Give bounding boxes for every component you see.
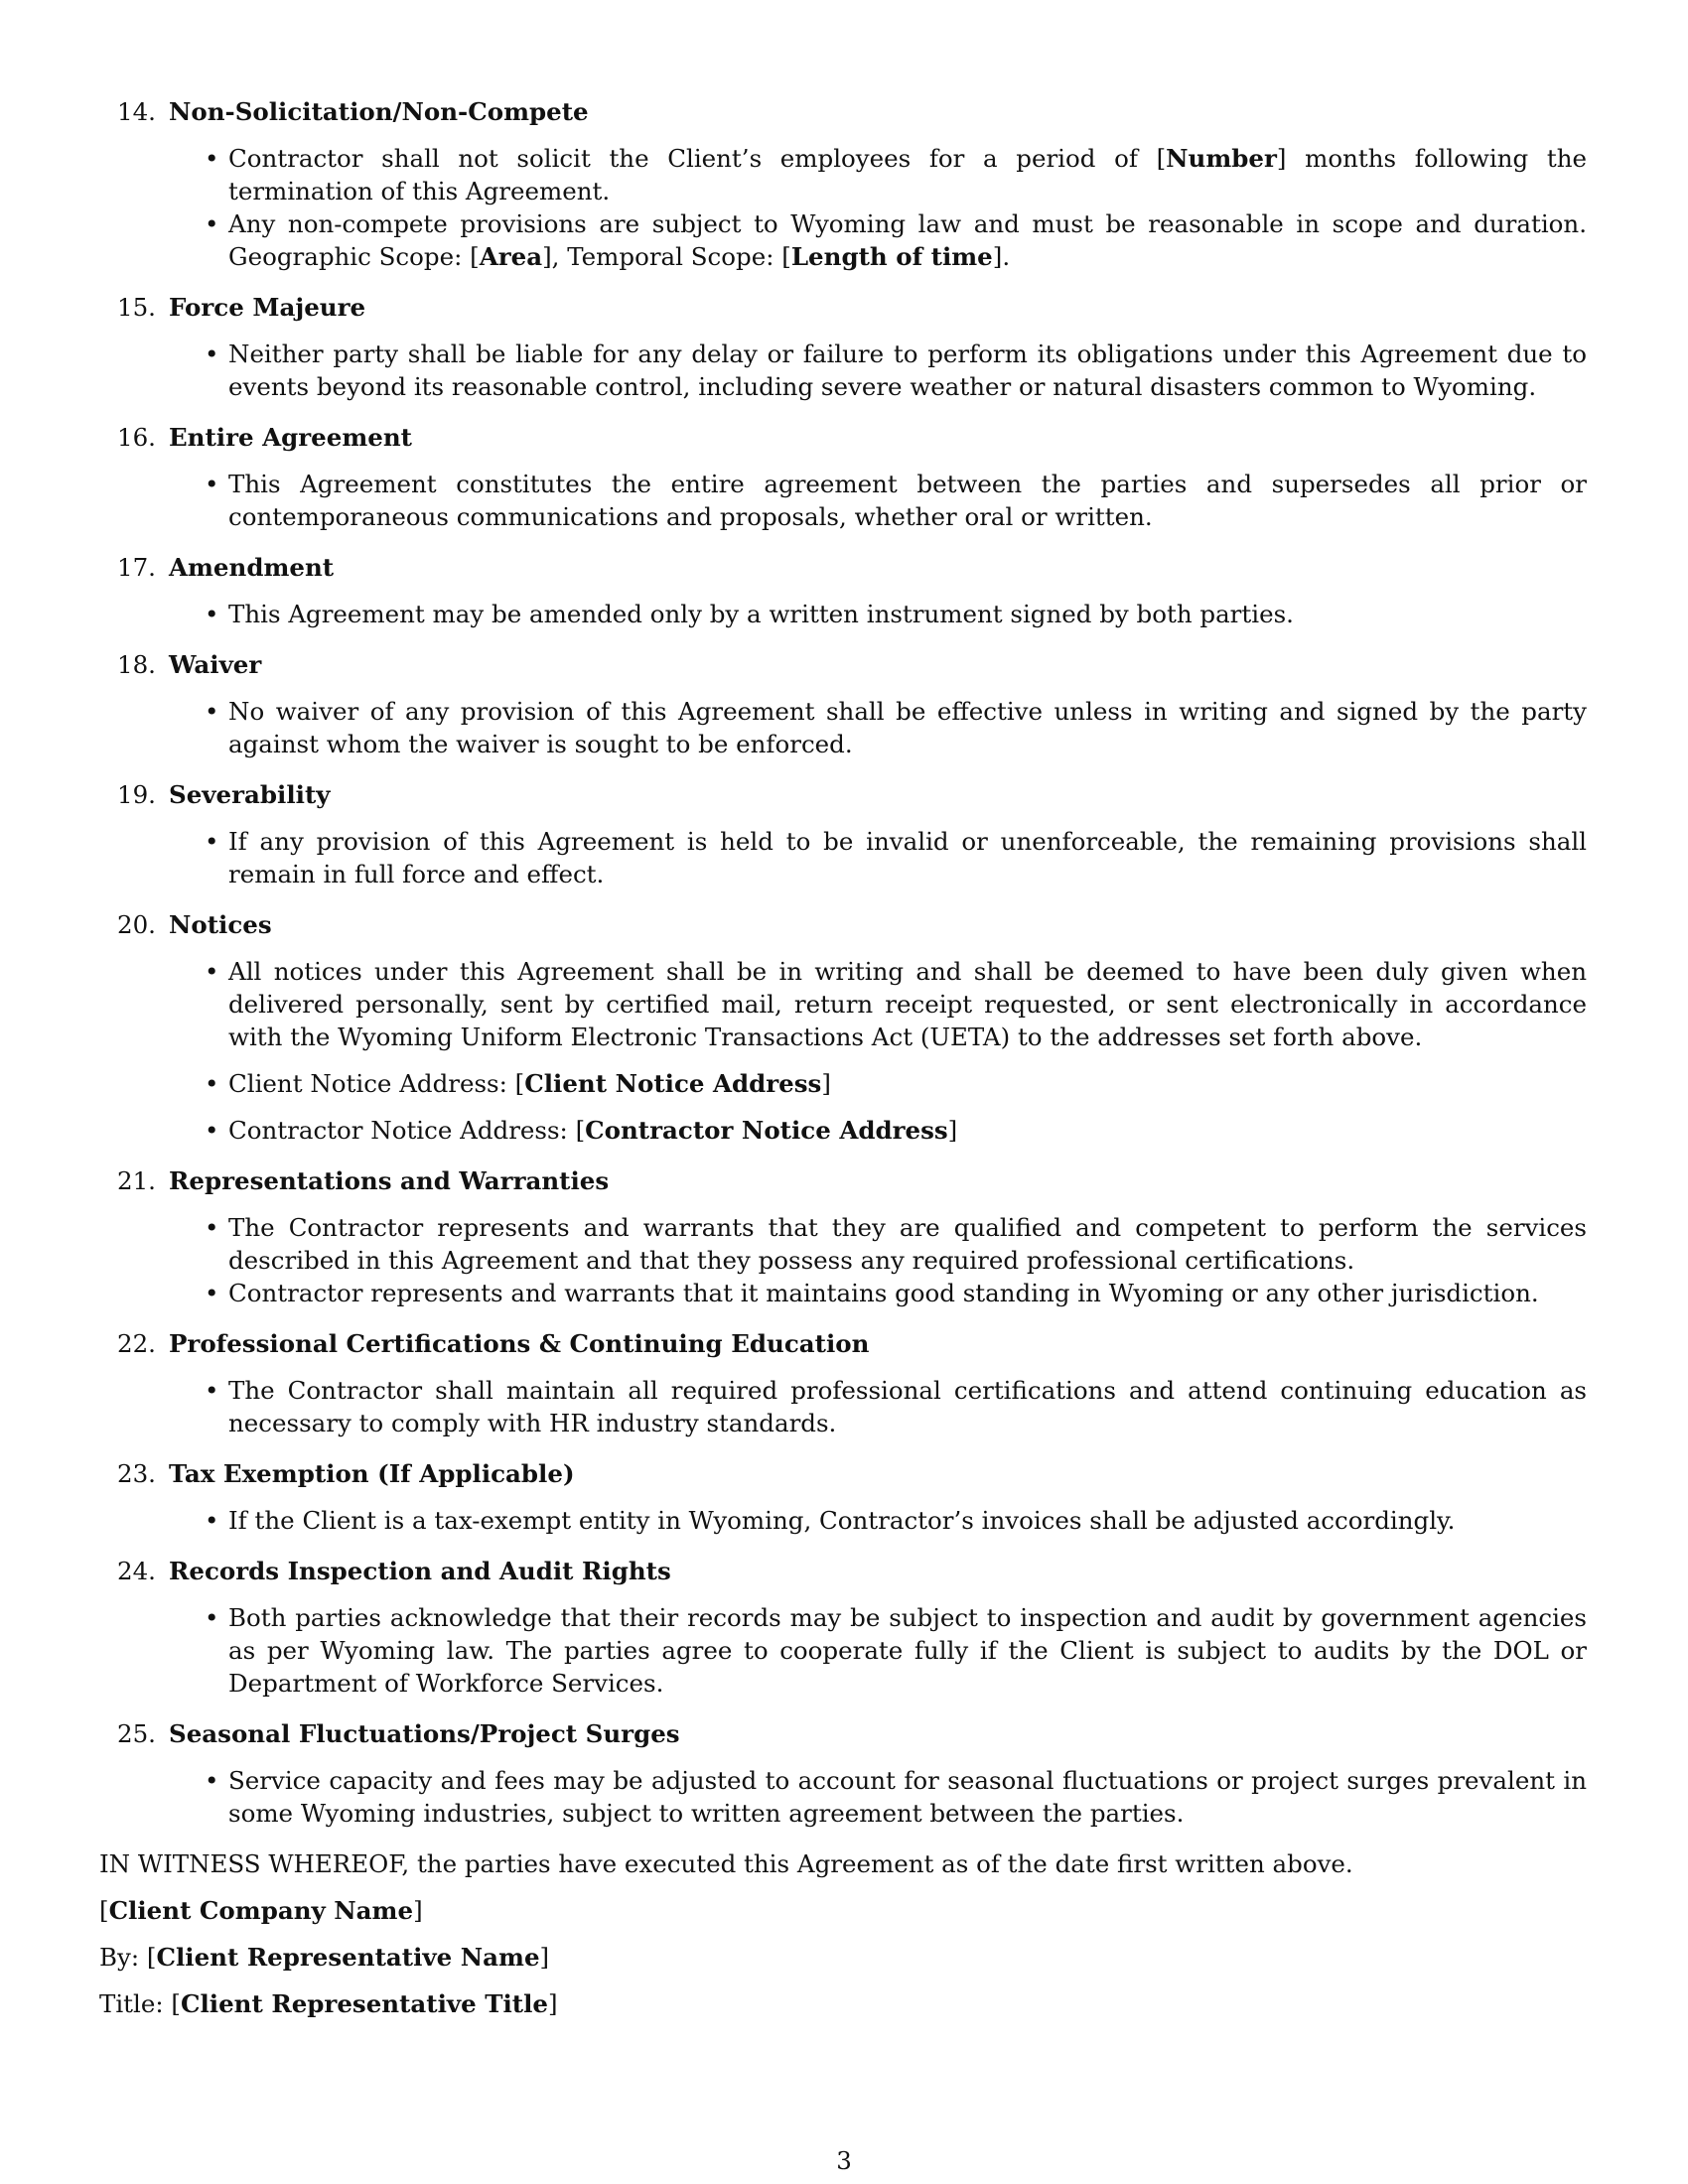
clause-heading: Notices xyxy=(169,910,272,939)
clause-heading: Representations and Warranties xyxy=(169,1166,610,1195)
bullet-icon: • xyxy=(205,144,219,173)
clause-number: 20. xyxy=(117,910,156,939)
clause-number: 17. xyxy=(117,553,156,582)
clause-bullets xyxy=(169,695,1587,760)
list-item: • Client Notice Address: [Client Notice Address] xyxy=(205,1069,831,1098)
placeholder-field: Number xyxy=(1166,144,1277,173)
clause-heading: Records Inspection and Audit Rights xyxy=(169,1557,671,1585)
signature-by: By: [Client Representative Name] xyxy=(99,1943,550,1972)
list-item: • The Contractor shall maintain all required professional certifications and attend continuing education as necessary to comply with HR industry standards. xyxy=(205,1376,1587,1437)
signature-title: Title: [Client Representative Title] xyxy=(99,1989,558,2018)
clause-number: 25. xyxy=(117,1719,156,1748)
page-number: 3 xyxy=(836,2146,852,2175)
clause-23 xyxy=(99,1457,1587,1537)
list-item: • Neither party shall be liable for any delay or failure to perform its obligations under this Agreement due to events beyond its reasonable control, including severe weather or natural disasters common to Wyoming. xyxy=(205,340,1587,401)
signature-company: [Client Company Name] xyxy=(99,1896,423,1925)
clause-heading: Force Majeure xyxy=(169,293,366,322)
clause-bullets xyxy=(169,955,1587,1147)
bullet-icon: • xyxy=(205,1069,219,1098)
clause-heading: Waiver xyxy=(169,650,262,679)
clause-number: 21. xyxy=(117,1166,156,1195)
clause-heading: Entire Agreement xyxy=(169,423,412,452)
clause-17 xyxy=(99,551,1587,630)
bullet-icon: • xyxy=(205,1116,219,1145)
bullet-icon: • xyxy=(205,340,219,368)
list-item: • If any provision of this Agreement is held to be invalid or unenforceable, the remaining provisions shall remain in full force and effect. xyxy=(205,827,1587,888)
clause-20 xyxy=(99,908,1587,1147)
list-item: • This Agreement may be amended only by a written instrument signed by both parties. xyxy=(205,600,1294,628)
bullet-icon: • xyxy=(205,1279,219,1307)
list-item: • Both parties acknowledge that their records may be subject to inspection and audit by government agencies as per Wyoming law. The parties agree to cooperate fully if the Client is subject to audits by the DOL or Department of Workforce Services. xyxy=(205,1603,1587,1698)
clause-number: 18. xyxy=(117,650,156,679)
list-item: • If the Client is a tax-exempt entity in Wyoming, Contractor’s invoices shall be adjusted accordingly. xyxy=(205,1506,1456,1535)
clause-19 xyxy=(99,778,1587,890)
clause-bullets xyxy=(169,338,1587,403)
list-item: • This Agreement constitutes the entire agreement between the parties and supersedes all prior or contemporaneous communications and proposals, whether oral or written. xyxy=(205,470,1587,531)
list-item: • Contractor represents and warrants that it maintains good standing in Wyoming or any other jurisdiction. xyxy=(205,1279,1539,1307)
bullet-icon: • xyxy=(205,1213,219,1242)
clause-heading: Amendment xyxy=(169,553,335,582)
clause-bullets xyxy=(169,1504,1587,1537)
clause-number: 15. xyxy=(117,293,156,322)
clause-15 xyxy=(99,291,1587,403)
bullet-icon: • xyxy=(205,470,219,498)
list-item: • No waiver of any provision of this Agreement shall be effective unless in writing and signed by the party against whom the waiver is sought to be enforced. xyxy=(205,697,1587,758)
clause-24 xyxy=(99,1555,1587,1700)
clause-heading: Tax Exemption (If Applicable) xyxy=(169,1459,575,1488)
bullet-icon: • xyxy=(205,957,219,986)
clause-bullets xyxy=(169,1764,1587,1830)
clause-14 xyxy=(99,95,1587,273)
clause-bullets xyxy=(169,1374,1587,1439)
clause-heading: Severability xyxy=(169,780,331,809)
list-item: • Contractor Notice Address: [Contractor Notice Address] xyxy=(205,1116,958,1145)
clause-heading: Non-Solicitation/Non-Compete xyxy=(169,97,589,126)
list-item: • Any non-compete provisions are subject to Wyoming law and must be reasonable in scope and duration. Geographic Scope: [Area], Temporal Scope: [Length of time]. xyxy=(205,209,1587,271)
clause-bullets xyxy=(169,142,1587,273)
clause-number: 23. xyxy=(117,1459,156,1488)
bullet-icon: • xyxy=(205,1376,219,1405)
clause-bullets xyxy=(169,1211,1587,1309)
clause-number: 22. xyxy=(117,1329,156,1358)
list-item: • The Contractor represents and warrants that they are qualified and competent to perform the services described in this Agreement and that they possess any required professional certifications. xyxy=(205,1213,1587,1275)
placeholder-field: Client Company Name xyxy=(108,1896,414,1925)
clause-bullets xyxy=(169,598,1587,630)
clause-bullets xyxy=(169,1601,1587,1700)
witness-statement: IN WITNESS WHEREOF, the parties have executed this Agreement as of the date first written above. xyxy=(99,1849,1353,1878)
clause-bullets xyxy=(169,825,1587,890)
clause-22 xyxy=(99,1327,1587,1439)
bullet-icon: • xyxy=(205,1506,219,1535)
placeholder-field: Contractor Notice Address xyxy=(585,1116,948,1145)
clause-16 xyxy=(99,421,1587,533)
bullet-icon: • xyxy=(205,827,219,856)
clause-number: 16. xyxy=(117,423,156,452)
list-item: • Contractor shall not solicit the Client’s employees for a period of [Number] months following the termination of this Agreement. xyxy=(205,144,1587,205)
placeholder-field: Client Representative Name xyxy=(156,1943,540,1972)
clause-list xyxy=(99,95,1587,1830)
bullet-icon: • xyxy=(205,1766,219,1795)
clause-heading: Professional Certifications & Continuing Education xyxy=(169,1329,870,1358)
clause-number: 24. xyxy=(117,1557,156,1585)
clause-bullets xyxy=(169,468,1587,533)
bullet-icon: • xyxy=(205,697,219,726)
clause-25 xyxy=(99,1717,1587,1830)
placeholder-field: Client Notice Address xyxy=(524,1069,822,1098)
bullet-icon: • xyxy=(205,209,219,238)
bullet-icon: • xyxy=(205,1603,219,1632)
placeholder-field: Client Representative Title xyxy=(180,1989,549,2018)
bullet-icon: • xyxy=(205,600,219,628)
list-item: • All notices under this Agreement shall be in writing and shall be deemed to have been duly given when delivered personally, sent by certified mail, return receipt requested, or sent electronically in accordance with the Wyoming Uniform Electronic Transactions Act (UETA) to the addresses set forth above. xyxy=(205,957,1587,1051)
placeholder-field: Length of time xyxy=(790,242,993,271)
list-item: • Service capacity and fees may be adjusted to account for seasonal fluctuations or project surges prevalent in some Wyoming industries, subject to written agreement between the parties. xyxy=(205,1766,1587,1828)
clause-number: 19. xyxy=(117,780,156,809)
clause-18 xyxy=(99,648,1587,760)
clause-heading: Seasonal Fluctuations/Project Surges xyxy=(169,1719,680,1748)
clause-number: 14. xyxy=(117,97,156,126)
placeholder-field: Area xyxy=(479,242,543,271)
clause-21 xyxy=(99,1164,1587,1309)
